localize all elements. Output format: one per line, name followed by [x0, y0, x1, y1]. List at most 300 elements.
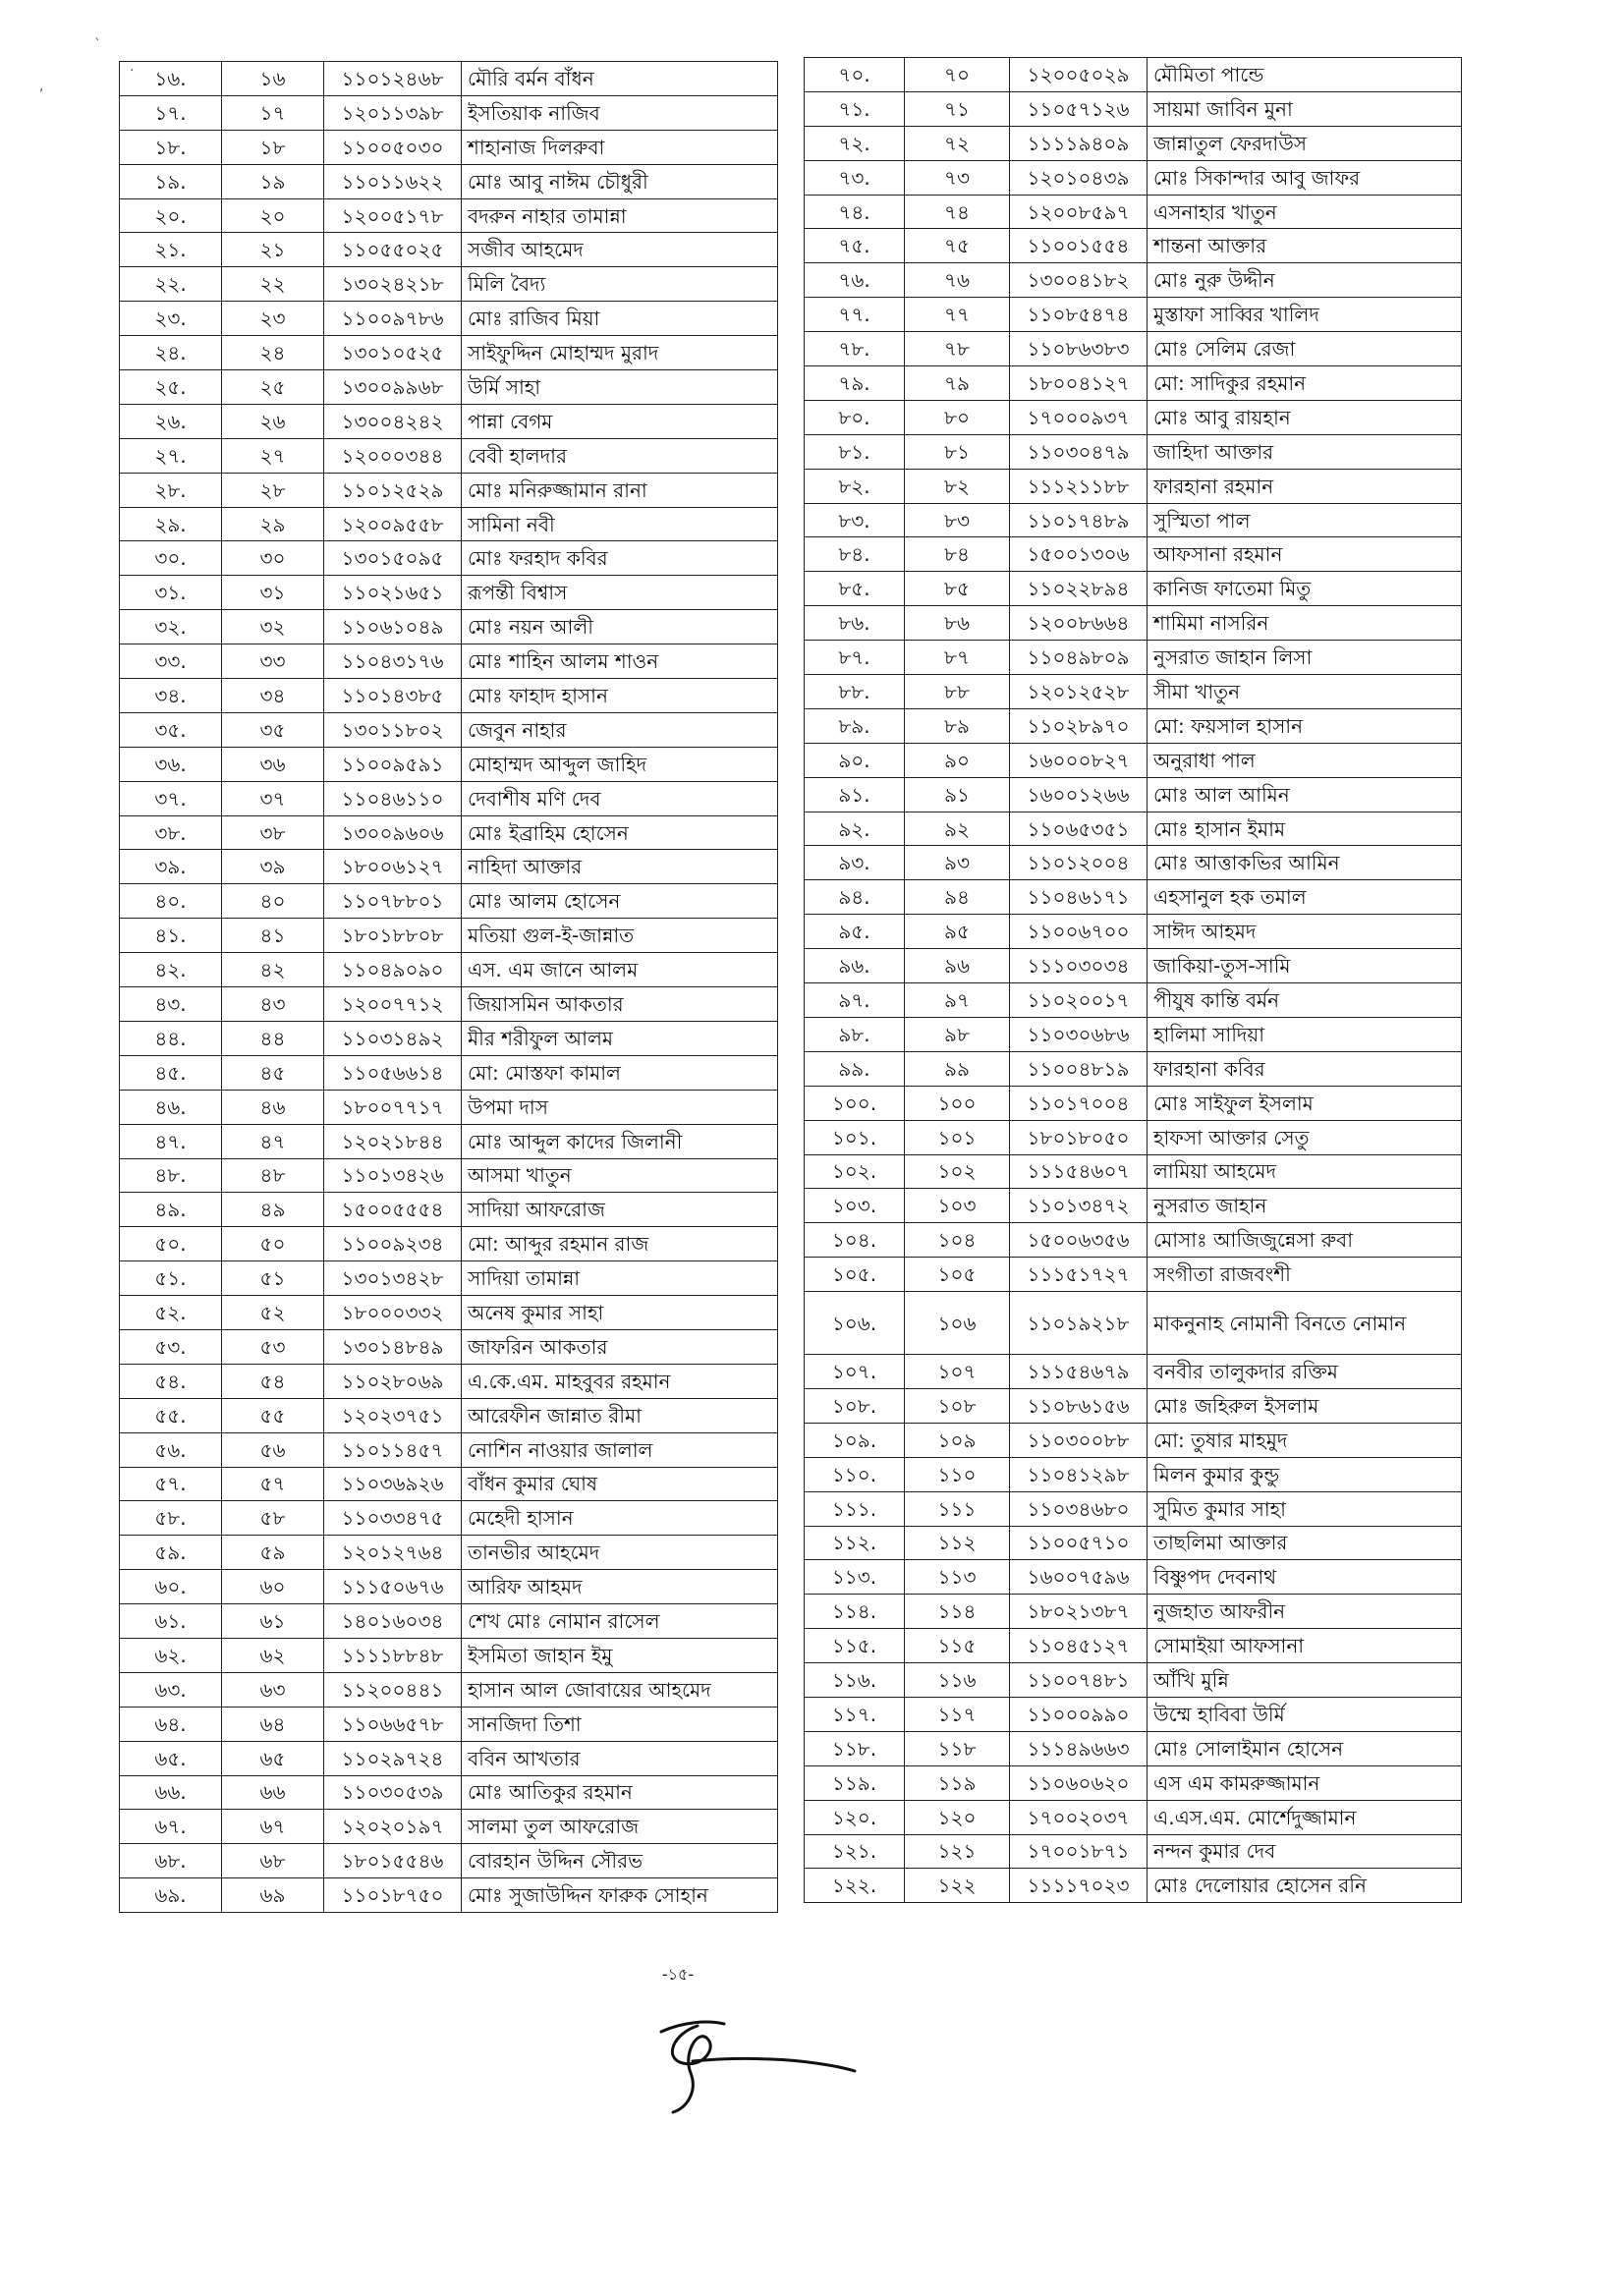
- name-cell: মোঃ সিকান্দার আবু জাফর: [1148, 160, 1462, 195]
- registration-cell: ১১০৮৬৩৮৩: [1010, 332, 1148, 366]
- table-row: [120, 679, 778, 713]
- registration-cell: ১১০৮৬১৫৬: [1010, 1388, 1148, 1423]
- registration-cell: ১১০২০০১৭: [1010, 983, 1148, 1018]
- serial-cell: ৫০.: [120, 1227, 222, 1261]
- registration-cell: ১২০০৯৫৫৮: [324, 507, 462, 541]
- serial-cell: ৬২.: [120, 1638, 222, 1672]
- table-row: [120, 1775, 778, 1810]
- table-row: [120, 302, 778, 336]
- table-row: [805, 1629, 1462, 1663]
- signature: [653, 2014, 879, 2126]
- registration-cell: ১১০০৬৭০০: [1010, 915, 1148, 949]
- roll-cell: ৫২: [222, 1296, 324, 1330]
- roll-cell: ২৮: [222, 473, 324, 507]
- name-cell: মোহাম্মদ আব্দুল জাহিদ: [462, 747, 778, 781]
- registration-cell: ১১০৬৫৩৫১: [1010, 812, 1148, 846]
- roll-cell: ৪৪: [222, 1021, 324, 1055]
- serial-cell: ২৮.: [120, 473, 222, 507]
- table-row: [120, 1090, 778, 1124]
- registration-cell: ১১০৫৭১২৬: [1010, 91, 1148, 126]
- serial-cell: ৭৬.: [805, 263, 905, 298]
- table-row: [805, 1292, 1462, 1355]
- serial-cell: ২০.: [120, 198, 222, 233]
- name-cell: মোঃ আতিকুর রহমান: [462, 1775, 778, 1810]
- serial-cell: ৪৮.: [120, 1158, 222, 1193]
- registration-cell: ১১১৫৪৬৭৯: [1010, 1355, 1148, 1389]
- name-cell: শাহানাজ দিলরুবা: [462, 130, 778, 164]
- serial-cell: ৭৭.: [805, 298, 905, 332]
- serial-cell: ৭৩.: [805, 160, 905, 195]
- registration-cell: ১১০৩০৫৩৯: [324, 1775, 462, 1810]
- name-cell: বনবীর তালুকদার রক্তিম: [1148, 1355, 1462, 1389]
- roll-cell: ৩২: [222, 610, 324, 644]
- serial-cell: ১০১.: [805, 1120, 905, 1154]
- serial-cell: ৭০.: [805, 58, 905, 92]
- name-cell: মো: তুষার মাহমুদ: [1148, 1423, 1462, 1457]
- roll-cell: ১১৩: [905, 1560, 1010, 1595]
- name-cell: বিষ্ণুপদ দেবনাথ: [1148, 1560, 1462, 1595]
- serial-cell: ৯৭.: [805, 983, 905, 1018]
- roll-cell: ৩৭: [222, 781, 324, 815]
- table-row: [120, 1501, 778, 1536]
- roll-cell: ২৭: [222, 438, 324, 473]
- table-row: [805, 366, 1462, 401]
- registration-cell: ১১০০৪৮১৯: [1010, 1051, 1148, 1086]
- table-row: [120, 1536, 778, 1570]
- roll-cell: ১১৭: [905, 1697, 1010, 1731]
- registration-cell: ১৩০১৫০৯৫: [324, 541, 462, 576]
- roll-cell: ২৬: [222, 404, 324, 438]
- roll-cell: ২৫: [222, 370, 324, 405]
- name-cell: ইসমিতা জাহান ইমু: [462, 1638, 778, 1672]
- name-cell: দেবাশীষ মণি দেব: [462, 781, 778, 815]
- serial-cell: ৯৮.: [805, 1017, 905, 1051]
- serial-cell: ১১২.: [805, 1526, 905, 1560]
- roll-cell: ১১২: [905, 1526, 1010, 1560]
- table-row: [805, 58, 1462, 92]
- name-cell: উর্মি সাহা: [462, 370, 778, 405]
- roll-cell: ৮৮: [905, 675, 1010, 709]
- roll-cell: ১০১: [905, 1120, 1010, 1154]
- serial-cell: ৬৪.: [120, 1707, 222, 1741]
- roll-cell: ১২০: [905, 1800, 1010, 1834]
- roll-cell: ১০০: [905, 1086, 1010, 1120]
- candidate-table-left: [119, 61, 778, 1913]
- roll-cell: ২৪: [222, 336, 324, 370]
- serial-cell: ৫৫.: [120, 1398, 222, 1432]
- table-row: [805, 743, 1462, 777]
- name-cell: মো: মোস্তফা কামাল: [462, 1055, 778, 1090]
- name-cell: সীমা খাতুন: [1148, 675, 1462, 709]
- registration-cell: ১৩০১৪৮৪৯: [324, 1329, 462, 1364]
- table-row: [120, 1810, 778, 1844]
- name-cell: সালমা তুল আফরোজ: [462, 1810, 778, 1844]
- serial-cell: ৮২.: [805, 469, 905, 503]
- registration-cell: ১১২০০৪৪১: [324, 1672, 462, 1707]
- roll-cell: ৬৫: [222, 1741, 324, 1775]
- name-cell: ফারহানা রহমান: [1148, 469, 1462, 503]
- registration-cell: ১৩০০৯৯৬৮: [324, 370, 462, 405]
- serial-cell: ২৭.: [120, 438, 222, 473]
- table-row: [805, 675, 1462, 709]
- registration-cell: ১৫০০৫৫৫৪: [324, 1193, 462, 1227]
- name-cell: লামিয়া আহমেদ: [1148, 1154, 1462, 1189]
- registration-cell: ১৩০০৪২৪২: [324, 404, 462, 438]
- roll-cell: ৮৫: [905, 572, 1010, 606]
- table-row: [805, 195, 1462, 229]
- serial-cell: ৫৯.: [120, 1536, 222, 1570]
- registration-cell: ১১০১৮৭৫০: [324, 1878, 462, 1913]
- name-cell: এ.এস.এম. মোর্শেদুজ্জামান: [1148, 1800, 1462, 1834]
- registration-cell: ১২০১০৪৩৯: [1010, 160, 1148, 195]
- roll-cell: ৯৩: [905, 846, 1010, 880]
- serial-cell: ৭৫.: [805, 229, 905, 263]
- table-row: [805, 1800, 1462, 1834]
- name-cell: মোঃ জহিরুল ইসলাম: [1148, 1388, 1462, 1423]
- table-row: [120, 1227, 778, 1261]
- roll-cell: ৭৭: [905, 298, 1010, 332]
- registration-cell: ১৮০০৬১২৭: [324, 850, 462, 884]
- name-cell: অনেষ কুমার সাহা: [462, 1296, 778, 1330]
- serial-cell: ৭৪.: [805, 195, 905, 229]
- roll-cell: ৪৫: [222, 1055, 324, 1090]
- roll-cell: ৬৭: [222, 1810, 324, 1844]
- roll-cell: ৭০: [905, 58, 1010, 92]
- registration-cell: ১১০০৫৭১০: [1010, 1526, 1148, 1560]
- serial-cell: ৩০.: [120, 541, 222, 576]
- serial-cell: ৫৪.: [120, 1364, 222, 1398]
- table-row: [805, 1086, 1462, 1120]
- serial-cell: ২২.: [120, 267, 222, 302]
- name-cell: এস. এম জানে আলম: [462, 953, 778, 987]
- name-cell: শামিমা নাসরিন: [1148, 606, 1462, 641]
- registration-cell: ১৬০০৭৫৯৬: [1010, 1560, 1148, 1595]
- table-row: [805, 915, 1462, 949]
- name-cell: নাহিদা আক্তার: [462, 850, 778, 884]
- registration-cell: ১৮০২১৩৮৭: [1010, 1595, 1148, 1629]
- registration-cell: ১১০১১৬২২: [324, 164, 462, 198]
- serial-cell: ৫৬.: [120, 1432, 222, 1467]
- table-row: [805, 1526, 1462, 1560]
- registration-cell: ১১০৮৫৪৭৪: [1010, 298, 1148, 332]
- registration-cell: ১১০১২৫২৯: [324, 473, 462, 507]
- serial-cell: ৬৬.: [120, 1775, 222, 1810]
- name-cell: হাসান আল জোবায়ের আহমেদ: [462, 1672, 778, 1707]
- roll-cell: ৭৯: [905, 366, 1010, 401]
- roll-cell: ৭২: [905, 126, 1010, 160]
- registration-cell: ১২০২৩৭৫১: [324, 1398, 462, 1432]
- serial-cell: ১১৬.: [805, 1663, 905, 1698]
- name-cell: সোমাইয়া আফসানা: [1148, 1629, 1462, 1663]
- registration-cell: ১৩০০৪১৮২: [1010, 263, 1148, 298]
- name-cell: সুস্মিতা পাল: [1148, 503, 1462, 537]
- registration-cell: ১১১১৮৮৪৮: [324, 1638, 462, 1672]
- registration-cell: ১১০৩০৬৮৬: [1010, 1017, 1148, 1051]
- registration-cell: ১৩০১১৮০২: [324, 712, 462, 747]
- serial-cell: ৫১.: [120, 1261, 222, 1296]
- roll-cell: ৯৪: [905, 880, 1010, 915]
- name-cell: মোঃ মনিরুজ্জামান রানা: [462, 473, 778, 507]
- name-cell: তাছলিমা আক্তার: [1148, 1526, 1462, 1560]
- name-cell: জেবুন নাহার: [462, 712, 778, 747]
- serial-cell: ৬০.: [120, 1570, 222, 1604]
- serial-cell: ৪৪.: [120, 1021, 222, 1055]
- serial-cell: ৭২.: [805, 126, 905, 160]
- registration-cell: ১১০৩০৪৭৯: [1010, 434, 1148, 469]
- roll-cell: ৬৩: [222, 1672, 324, 1707]
- roll-cell: ৯২: [905, 812, 1010, 846]
- table-row: [120, 1707, 778, 1741]
- table-row: [120, 267, 778, 302]
- serial-cell: ৪৯.: [120, 1193, 222, 1227]
- roll-cell: ৯৮: [905, 1017, 1010, 1051]
- serial-cell: ৩৬.: [120, 747, 222, 781]
- table-row: [805, 1595, 1462, 1629]
- name-cell: পান্না বেগম: [462, 404, 778, 438]
- table-row: [805, 1189, 1462, 1223]
- registration-cell: ১৩০২৪২১৮: [324, 267, 462, 302]
- registration-cell: ১৩০০৯৬০৬: [324, 815, 462, 850]
- name-cell: মতিয়া গুল-ই-জান্নাত: [462, 919, 778, 953]
- table-row: [120, 1364, 778, 1398]
- name-cell: আরেফীন জান্নাত রীমা: [462, 1398, 778, 1432]
- table-row: [120, 884, 778, 919]
- registration-cell: ১১১০৩০৩৪: [1010, 949, 1148, 983]
- table-row: [805, 1869, 1462, 1903]
- table-row: [120, 370, 778, 405]
- registration-cell: ১১০৭৮৮০১: [324, 884, 462, 919]
- table-row: [120, 404, 778, 438]
- serial-cell: ৩৫.: [120, 712, 222, 747]
- table-row: [120, 438, 778, 473]
- registration-cell: ১১১৫৪৬০৭: [1010, 1154, 1148, 1189]
- roll-cell: ৯৯: [905, 1051, 1010, 1086]
- table-row: [805, 1017, 1462, 1051]
- serial-cell: ৮৭.: [805, 641, 905, 675]
- serial-cell: ১১৭.: [805, 1697, 905, 1731]
- roll-cell: ৬৪: [222, 1707, 324, 1741]
- roll-cell: ৪৩: [222, 987, 324, 1022]
- serial-cell: ৯৩.: [805, 846, 905, 880]
- name-cell: শান্তনা আক্তার: [1148, 229, 1462, 263]
- registration-cell: ১১১৫১৭২৭: [1010, 1258, 1148, 1292]
- roll-cell: ৮৯: [905, 708, 1010, 743]
- serial-cell: ১০৯.: [805, 1423, 905, 1457]
- serial-cell: ৫৮.: [120, 1501, 222, 1536]
- name-cell: সানজিদা তিশা: [462, 1707, 778, 1741]
- name-cell: অনুরাধা পাল: [1148, 743, 1462, 777]
- serial-cell: ৫২.: [120, 1296, 222, 1330]
- registration-cell: ১৬০০০৮২৭: [1010, 743, 1148, 777]
- roll-cell: ৫৩: [222, 1329, 324, 1364]
- name-cell: মোঃ সুজাউদ্দিন ফারুক সোহান: [462, 1878, 778, 1913]
- name-cell: নুসরাত জাহান লিসা: [1148, 641, 1462, 675]
- table-row: [805, 263, 1462, 298]
- roll-cell: ৮৬: [905, 606, 1010, 641]
- table-row: [120, 1467, 778, 1501]
- roll-cell: ১৯: [222, 164, 324, 198]
- name-cell: তানভীর আহমেদ: [462, 1536, 778, 1570]
- registration-cell: ১১০০৯৫৯১: [324, 747, 462, 781]
- roll-cell: ৩১: [222, 576, 324, 610]
- roll-cell: ১৬: [222, 62, 324, 96]
- roll-cell: ১১৪: [905, 1595, 1010, 1629]
- name-cell: ইসতিয়াক নাজিব: [462, 95, 778, 130]
- registration-cell: ১১০৩৩৪৭৫: [324, 1501, 462, 1536]
- registration-cell: ১১০০৭৪৮১: [1010, 1663, 1148, 1698]
- table-row: [120, 1570, 778, 1604]
- roll-cell: ৬৬: [222, 1775, 324, 1810]
- serial-cell: ৬৭.: [120, 1810, 222, 1844]
- registration-cell: ১১০৪৩১৭৬: [324, 644, 462, 679]
- registration-cell: ১১০২৯৭২৪: [324, 1741, 462, 1775]
- name-cell: নোশিন নাওয়ার জালাল: [462, 1432, 778, 1467]
- table-row: [120, 576, 778, 610]
- serial-cell: ১৭.: [120, 95, 222, 130]
- name-cell: বাঁধন কুমার ঘোষ: [462, 1467, 778, 1501]
- serial-cell: ৮৮.: [805, 675, 905, 709]
- name-cell: মুস্তাফা সাব্বির খালিদ: [1148, 298, 1462, 332]
- serial-cell: ৯৬.: [805, 949, 905, 983]
- serial-cell: ১২২.: [805, 1869, 905, 1903]
- serial-cell: ৩৭.: [120, 781, 222, 815]
- registration-cell: ১৮০১৮৮০৮: [324, 919, 462, 953]
- registration-cell: ১১০১৯২১৮: [1010, 1292, 1148, 1355]
- serial-cell: ৬৯.: [120, 1878, 222, 1913]
- roll-cell: ১১৯: [905, 1765, 1010, 1800]
- name-cell: উপমা দাস: [462, 1090, 778, 1124]
- table-row: [805, 469, 1462, 503]
- table-row: [805, 949, 1462, 983]
- roll-cell: ৫৫: [222, 1398, 324, 1432]
- page-number: -১৫-: [661, 1965, 695, 1984]
- registration-cell: ১১০৩৬৯২৬: [324, 1467, 462, 1501]
- serial-cell: ৬১.: [120, 1604, 222, 1639]
- registration-cell: ১১১৫০৬৭৬: [324, 1570, 462, 1604]
- table-row: [120, 473, 778, 507]
- name-cell: মোঃ সেলিম রেজা: [1148, 332, 1462, 366]
- registration-cell: ১২০১১৩৯৮: [324, 95, 462, 130]
- serial-cell: ১০২.: [805, 1154, 905, 1189]
- table-row: [120, 1329, 778, 1364]
- registration-cell: ১২০০৭৭১২: [324, 987, 462, 1022]
- registration-cell: ১৮০০৭৭১৭: [324, 1090, 462, 1124]
- name-cell: বেবী হালদার: [462, 438, 778, 473]
- name-cell: বোরহান উদ্দিন সৌরভ: [462, 1844, 778, 1878]
- roll-cell: ৯৬: [905, 949, 1010, 983]
- roll-cell: ৫৭: [222, 1467, 324, 1501]
- name-cell: নুসরাত জাহান: [1148, 1189, 1462, 1223]
- registration-cell: ১১০৪৫১২৭: [1010, 1629, 1148, 1663]
- roll-cell: ৫০: [222, 1227, 324, 1261]
- roll-cell: ৩০: [222, 541, 324, 576]
- registration-cell: ১১০৪৬১৭১: [1010, 880, 1148, 915]
- name-cell: মোঃ দেলোয়ার হোসেন রনি: [1148, 1869, 1462, 1903]
- serial-cell: ৬৩.: [120, 1672, 222, 1707]
- registration-cell: ১১০৪৯৮০৯: [1010, 641, 1148, 675]
- roll-cell: ৬১: [222, 1604, 324, 1639]
- registration-cell: ১১০৫৫০২৫: [324, 233, 462, 267]
- name-cell: জাহিদা আক্তার: [1148, 434, 1462, 469]
- registration-cell: ১১১২১১৮৮: [1010, 469, 1148, 503]
- serial-cell: ৮১.: [805, 434, 905, 469]
- roll-cell: ৪৮: [222, 1158, 324, 1193]
- name-cell: আঁখি মুন্নি: [1148, 1663, 1462, 1698]
- roll-cell: ২০: [222, 198, 324, 233]
- table-row: [120, 712, 778, 747]
- serial-cell: ৯৪.: [805, 880, 905, 915]
- table-row: [120, 1193, 778, 1227]
- name-cell: সাদিয়া আফরোজ: [462, 1193, 778, 1227]
- serial-cell: ১১৩.: [805, 1560, 905, 1595]
- name-cell: মোঃ আব্দুল কাদের জিলানী: [462, 1124, 778, 1158]
- roll-cell: ৩৮: [222, 815, 324, 850]
- serial-cell: ৪৬.: [120, 1090, 222, 1124]
- serial-cell: ৮৩.: [805, 503, 905, 537]
- serial-cell: ৩৮.: [120, 815, 222, 850]
- name-cell: সামিনা নবী: [462, 507, 778, 541]
- registration-cell: ১১০২৮০৬৯: [324, 1364, 462, 1398]
- name-cell: মোঃ ইব্রাহিম হোসেন: [462, 815, 778, 850]
- name-cell: হাফসা আক্তার সেতু: [1148, 1120, 1462, 1154]
- table-row: [805, 1051, 1462, 1086]
- roll-cell: ৯৫: [905, 915, 1010, 949]
- roll-cell: ৭৩: [905, 160, 1010, 195]
- roll-cell: ৩৬: [222, 747, 324, 781]
- registration-cell: ১৭০০১৮৭১: [1010, 1834, 1148, 1869]
- registration-cell: ১১০৪১২৯৮: [1010, 1457, 1148, 1491]
- registration-cell: ১১০০৯২৩৪: [324, 1227, 462, 1261]
- serial-cell: ৯১.: [805, 777, 905, 812]
- roll-cell: ৫৮: [222, 1501, 324, 1536]
- table-row: [120, 95, 778, 130]
- name-cell: নন্দন কুমার দেব: [1148, 1834, 1462, 1869]
- serial-cell: ১১০.: [805, 1457, 905, 1491]
- name-cell: মাকনুনাহ নোমানী বিনতে নোমান: [1148, 1292, 1462, 1355]
- registration-cell: ১১০১১৪৫৭: [324, 1432, 462, 1467]
- registration-cell: ১১১৪৯৬৬৩: [1010, 1731, 1148, 1765]
- name-cell: এ.কে.এম. মাহবুবর রহমান: [462, 1364, 778, 1398]
- roll-cell: ১০৩: [905, 1189, 1010, 1223]
- table-row: [805, 1355, 1462, 1389]
- registration-cell: ১২০১২৭৬৪: [324, 1536, 462, 1570]
- name-cell: মো: আব্দুর রহমান রাজ: [462, 1227, 778, 1261]
- name-cell: মোঃ আত্তাকভির আমিন: [1148, 846, 1462, 880]
- serial-cell: ১১৯.: [805, 1765, 905, 1800]
- roll-cell: ৪৬: [222, 1090, 324, 1124]
- serial-cell: ১০৮.: [805, 1388, 905, 1423]
- table-row: [805, 126, 1462, 160]
- scan-mark: .: [130, 59, 135, 75]
- serial-cell: ১০৭.: [805, 1355, 905, 1389]
- roll-cell: ৬০: [222, 1570, 324, 1604]
- serial-cell: ৪০.: [120, 884, 222, 919]
- name-cell: মোঃ শাহিন আলম শাওন: [462, 644, 778, 679]
- name-cell: পীযুষ কান্তি বর্মন: [1148, 983, 1462, 1018]
- registration-cell: ১১০০০৯৯০: [1010, 1697, 1148, 1731]
- serial-cell: ২৪.: [120, 336, 222, 370]
- table-row: [805, 1834, 1462, 1869]
- registration-cell: ১২০১২৫২৮: [1010, 675, 1148, 709]
- roll-cell: ১০৭: [905, 1355, 1010, 1389]
- table-row: [120, 1124, 778, 1158]
- table-row: [120, 1844, 778, 1878]
- table-row: [120, 233, 778, 267]
- serial-cell: ৬৫.: [120, 1741, 222, 1775]
- name-cell: আরিফ আহমদ: [462, 1570, 778, 1604]
- registration-cell: ১৬০০১২৬৬: [1010, 777, 1148, 812]
- serial-cell: ৫৭.: [120, 1467, 222, 1501]
